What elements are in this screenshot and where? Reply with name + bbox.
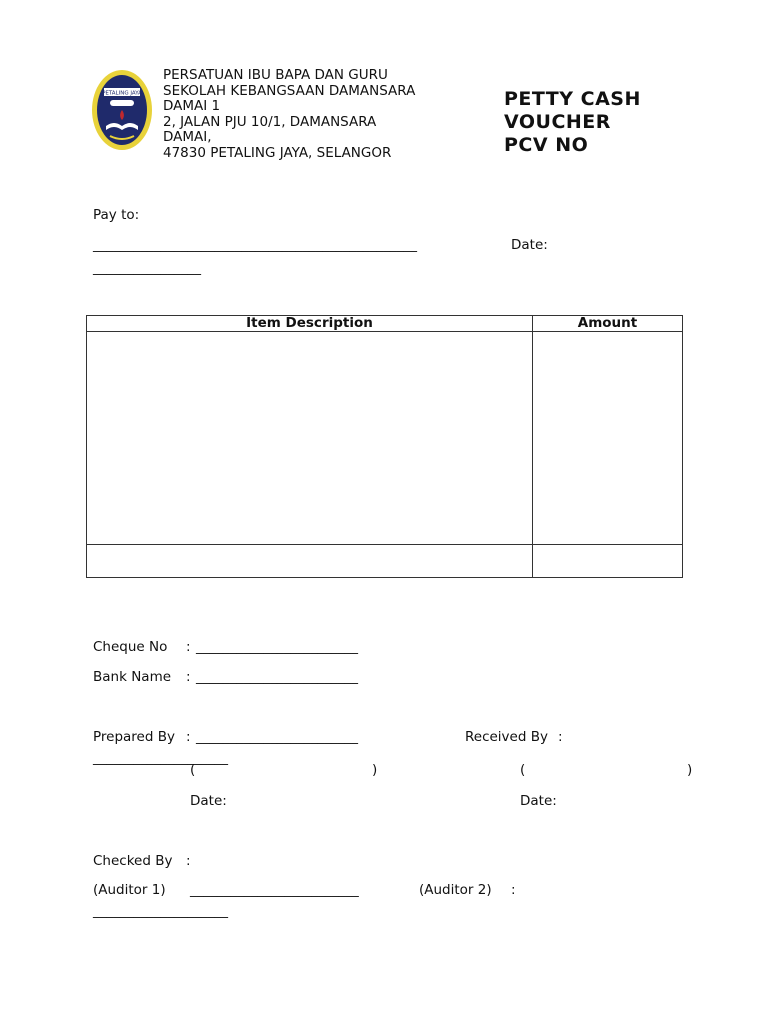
column-header-description: Item Description bbox=[87, 316, 533, 332]
column-header-amount: Amount bbox=[533, 316, 683, 332]
pay-to-field[interactable]: ________________________________________________ bbox=[93, 237, 417, 253]
table-row bbox=[87, 332, 683, 545]
cheque-no-label: Cheque No bbox=[93, 639, 168, 655]
org-line: SEKOLAH KEBANGSAAN DAMANSARA bbox=[163, 82, 416, 99]
bank-name-separator: : bbox=[186, 669, 191, 685]
pay-to-label: Pay to: bbox=[93, 207, 140, 223]
cheque-no-separator: : bbox=[186, 639, 191, 655]
org-line: 47830 PETALING JAYA, SELANGOR bbox=[163, 144, 392, 161]
received-by-label: Received By bbox=[465, 729, 548, 745]
received-date-label: Date: bbox=[520, 793, 557, 809]
title-line: VOUCHER bbox=[504, 111, 611, 133]
auditor-1-label: (Auditor 1) bbox=[93, 882, 166, 898]
title-line: PCV NO bbox=[504, 134, 589, 156]
received-by-separator: : bbox=[558, 729, 563, 745]
cheque-no-field[interactable]: ________________________ bbox=[196, 639, 358, 655]
prepared-by-separator: : bbox=[186, 729, 191, 745]
org-line: DAMAI 1 bbox=[163, 98, 221, 114]
org-line: PERSATUAN IBU BAPA DAN GURU bbox=[163, 67, 388, 83]
prepared-by-field[interactable]: ________________________ bbox=[196, 729, 358, 745]
prepared-by-label: Prepared By bbox=[93, 729, 175, 745]
auditor-1-field[interactable]: _________________________ bbox=[190, 882, 359, 898]
school-logo bbox=[90, 68, 154, 152]
received-name-open-paren: ( bbox=[520, 762, 526, 778]
table-header-row bbox=[87, 316, 683, 332]
description-cell[interactable] bbox=[87, 332, 533, 545]
org-line: 2, JALAN PJU 10/1, DAMANSARA bbox=[163, 113, 377, 130]
checked-by-label: Checked By bbox=[93, 853, 173, 869]
bank-name-field[interactable]: ________________________ bbox=[196, 669, 358, 685]
date-field[interactable]: ________________ bbox=[93, 260, 201, 276]
prepared-name-close-paren: ) bbox=[372, 762, 378, 778]
org-line: DAMAI, bbox=[163, 129, 212, 145]
logo-text: PETALING JAYA bbox=[102, 90, 142, 97]
auditor-2-label: (Auditor 2) bbox=[419, 882, 492, 898]
title-line: PETTY CASH bbox=[504, 88, 641, 110]
total-description-cell[interactable] bbox=[87, 545, 533, 578]
prepared-name-open-paren: ( bbox=[190, 762, 196, 778]
received-by-field[interactable]: ____________________ bbox=[93, 750, 228, 766]
amount-cell[interactable] bbox=[533, 332, 683, 545]
total-amount-cell[interactable] bbox=[533, 545, 683, 578]
table-total-row bbox=[87, 545, 683, 578]
document-title bbox=[504, 88, 684, 156]
items-table bbox=[86, 315, 683, 578]
auditor-2-separator: : bbox=[511, 882, 516, 898]
bank-name-label: Bank Name bbox=[93, 669, 172, 685]
prepared-date-label: Date: bbox=[190, 793, 227, 809]
organization-address bbox=[163, 67, 438, 161]
date-label: Date: bbox=[511, 237, 548, 253]
received-name-close-paren: ) bbox=[687, 762, 693, 778]
auditor-2-field[interactable]: ____________________ bbox=[93, 903, 228, 919]
checked-by-separator: : bbox=[186, 853, 191, 869]
